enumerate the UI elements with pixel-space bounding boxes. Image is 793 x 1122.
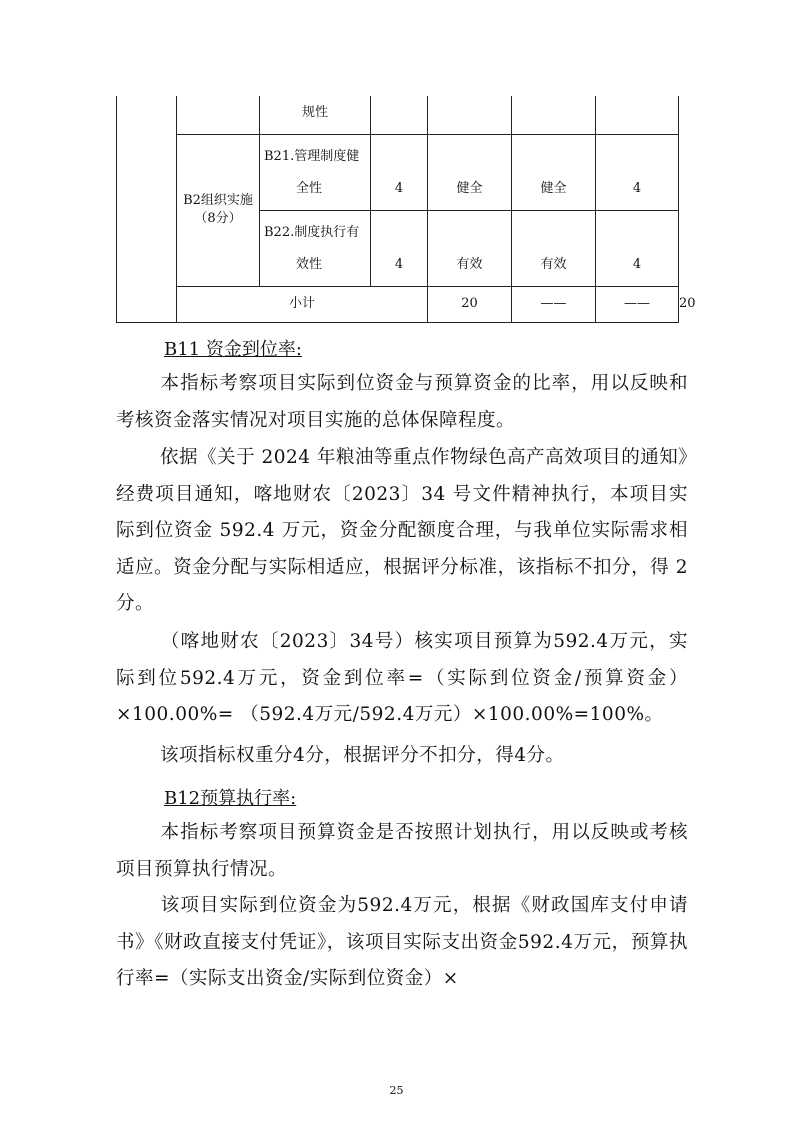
subtotal-label: 小计	[177, 286, 428, 322]
weight-cell: 4	[371, 134, 428, 210]
level2-cell	[177, 96, 260, 134]
b12-paragraph	[116, 815, 688, 888]
table-row	[117, 96, 679, 134]
criterion-line: B22.制度执行有	[264, 224, 360, 240]
actual-cell: 有效	[512, 210, 596, 286]
criterion-line: 效性	[296, 256, 323, 272]
standard-cell	[428, 96, 512, 134]
subtotal-standard: ——	[512, 286, 596, 322]
page-number: 25	[389, 1084, 404, 1097]
b12-heading: B12预算执行率:	[164, 788, 297, 809]
level1-cell	[117, 96, 177, 322]
b12-text: 本指标考察项目预算资金是否按照计划执行，用以反映或考核项目预算执行情况。	[116, 822, 688, 880]
subtotal-row: 小计 20 —— —— 20	[117, 286, 679, 322]
score-cell: 4	[596, 134, 679, 210]
subtotal-actual: ——	[596, 286, 679, 322]
standard-cell: 健全	[428, 134, 512, 210]
b11-text: 依据《关于 2024 年粮油等重点作物绿色高产高效项目的通知》经费项目通知，喀地财农〔2023〕34 号文件精神执行，本项目实际到位资金 592.4 万元，资金分配额度合理，与我单位实际需求相适应。资金分配与实际相适应，根据评分标准，该指标不扣分，得 2 分。	[116, 447, 688, 614]
score-table-section	[116, 96, 696, 323]
b11-text: 该项指标权重分4分，根据评分不扣分，得4分。	[160, 745, 565, 766]
criterion-line: 全性	[296, 180, 323, 196]
score-cell	[596, 96, 679, 134]
weight-cell: 4	[371, 210, 428, 286]
score-table	[116, 96, 696, 323]
score-cell: 4	[596, 210, 679, 286]
b11-paragraph	[116, 440, 688, 623]
b12-paragraph	[116, 888, 688, 998]
actual-cell	[512, 96, 596, 134]
b11-paragraph	[116, 366, 688, 439]
criterion-text: 规性	[301, 104, 328, 120]
actual-cell: 健全	[512, 134, 596, 210]
criterion-cell	[260, 96, 371, 134]
standard-cell: 有效	[428, 210, 512, 286]
b11-heading: B11 资金到位率:	[164, 339, 302, 360]
b12-text: 该项目实际到位资金为592.4万元，根据《财政国库支付申请书》《财政直接支付凭证》，该项目实际支出资金592.4万元，预算执行率=（实际支出资金/实际到位资金）×	[116, 895, 688, 989]
criterion-line: B21.管理制度健	[264, 148, 360, 164]
b11-text: 本指标考察项目实际到位资金与预算资金的比率，用以反映和考核资金落实情况对项目实施的总体保障程度。	[116, 373, 688, 431]
group-name: B2组织实施	[183, 193, 253, 208]
b11-paragraph	[116, 738, 688, 775]
group-score: （8分）	[194, 211, 242, 226]
table-row	[117, 134, 679, 210]
subtotal-weight: 20	[428, 286, 512, 322]
criterion-cell	[260, 210, 371, 286]
criterion-cell	[260, 134, 371, 210]
b11-paragraph	[116, 624, 688, 734]
weight-cell	[371, 96, 428, 134]
group-cell	[177, 134, 260, 286]
b11-text: （喀地财农〔2023〕34号）核实项目预算为592.4万元，实际到位592.4万元，资金到位率=（实际到位资金/预算资金）×100.00%= （592.4万元/592.4万元）×100.00%=100%。	[116, 631, 688, 725]
